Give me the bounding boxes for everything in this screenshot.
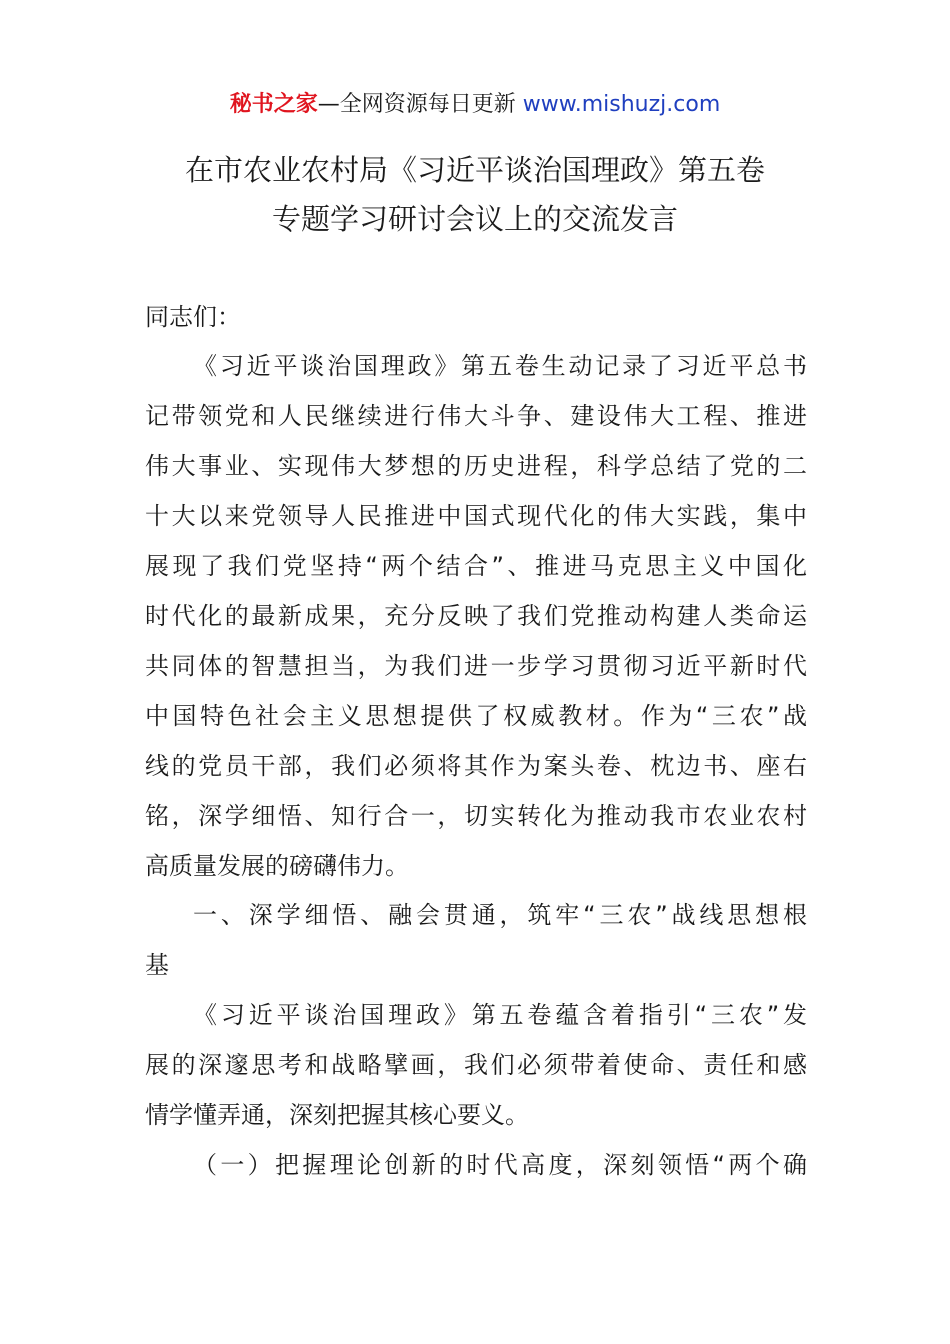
paragraph-line: 记带领党和人民继续进行伟大斗争、建设伟大工程、推进 [145, 402, 807, 430]
paragraph-line: 中国特色社会主义思想提供了权威教材。作为“三农”战 [145, 702, 807, 730]
paragraph-line: 展的深邃思考和战略擘画，我们必须带着使命、责任和感 [145, 1051, 807, 1079]
paragraph-line: 铭，深学细悟、知行合一，切实转化为推动我市农业农村 [145, 802, 807, 830]
paragraph-line: 情学懂弄通，深刻把握其核心要义。 [145, 1101, 529, 1129]
paragraph-line: 《习近平谈治国理政》第五卷蕴含着指引“三农”发 [193, 1001, 807, 1029]
paragraph-line: 伟大事业、实现伟大梦想的历史进程，科学总结了党的二 [145, 452, 807, 480]
section-heading-line: 一、深学细悟、融会贯通，筑牢“三农”战线思想根 [193, 901, 807, 929]
document-title-line-2: 专题学习研讨会议上的交流发言 [271, 202, 678, 236]
paragraph-line: 共同体的智慧担当，为我们进一步学习贯彻习近平新时代 [145, 652, 807, 680]
brand-name: 秘书之家 [229, 92, 318, 117]
salutation: 同志们： [145, 303, 241, 331]
paragraph-line: 展现了我们党坚持“两个结合”、推进马克思主义中国化 [145, 552, 807, 580]
header-tagline: —全网资源每日更新 [317, 92, 523, 117]
paragraph-line: 高质量发展的磅礴伟力。 [145, 852, 409, 880]
subsection-heading-line: （一）把握理论创新的时代高度，深刻领悟“两个确 [193, 1151, 807, 1179]
paragraph-line: 十大以来党领导人民推进中国式现代化的伟大实践，集中 [145, 502, 807, 530]
paragraph-line: 时代化的最新成果，充分反映了我们党推动构建人类命运 [145, 602, 807, 630]
document-title-line-1: 在市农业农村局《习近平谈治国理政》第五卷 [184, 153, 765, 187]
header-banner [0, 88, 950, 122]
section-heading-line: 基 [145, 951, 169, 979]
paragraph-line: 《习近平谈治国理政》第五卷生动记录了习近平总书 [193, 352, 807, 380]
paragraph-line: 线的党员干部，我们必须将其作为案头卷、枕边书、座右 [145, 752, 807, 780]
site-url-link[interactable]: www.mishuzj.com [522, 92, 721, 117]
